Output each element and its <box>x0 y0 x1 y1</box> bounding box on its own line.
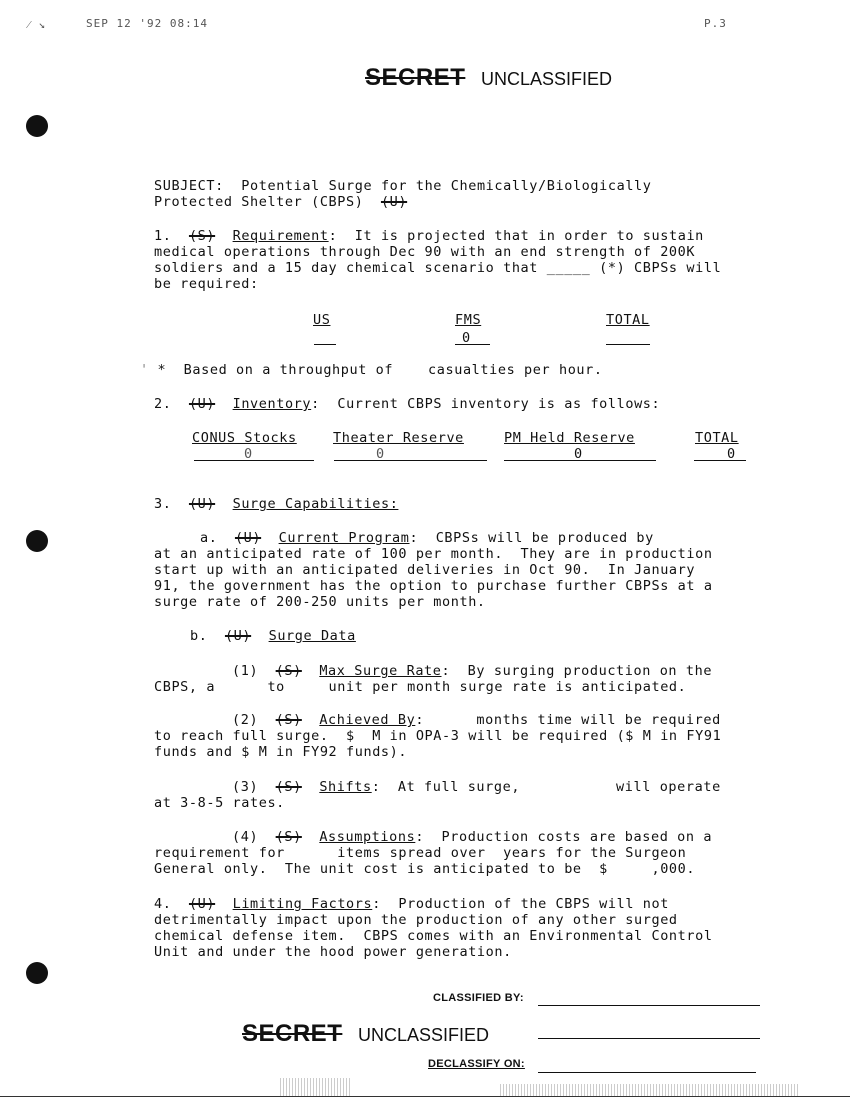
item1-heading: Max Surge Rate <box>319 663 442 679</box>
scan-noise-left <box>280 1078 350 1096</box>
para3a-line-5: surge rate of 200-250 units per month. <box>154 594 486 610</box>
fax-arrow: ⁄ ↘ <box>28 18 47 31</box>
item2-heading: Achieved By <box>319 712 416 728</box>
para3a-text-1: : CBPSs will be produced by <box>409 530 654 546</box>
table2-header-theater: Theater Reserve <box>333 430 464 446</box>
para3b-mark: (U) <box>224 628 252 644</box>
table2-value-total: 0 <box>727 446 736 462</box>
para3-line <box>154 496 398 512</box>
para1-line-2: medical operations through Dec 90 with an end strength of 200K <box>154 244 696 260</box>
item4-line-1 <box>232 829 712 845</box>
table2-header-conus: CONUS Stocks <box>192 430 297 446</box>
bottom-unclassified-marking: UNCLASSIFIED <box>358 1025 490 1045</box>
item2-line-3: funds and $ M in FY92 funds). <box>154 744 408 760</box>
table1-rule-total <box>606 344 650 345</box>
item1-mark: (S) <box>275 663 302 679</box>
item2-mark: (S) <box>275 712 302 728</box>
table1-header-fms: FMS <box>455 312 482 328</box>
punch-hole-top <box>26 115 48 137</box>
item1-number: (1) <box>232 663 259 679</box>
para2-line <box>154 396 660 412</box>
scan-noise-right <box>500 1084 800 1096</box>
item1-line-1 <box>232 663 712 679</box>
para1-text-1: : It is projected that in order to sustain <box>328 228 704 244</box>
para3a-number: a. <box>200 530 218 546</box>
para1-line-4: be required: <box>154 276 259 292</box>
item3-line-1 <box>232 779 721 795</box>
bottom-classification-marking <box>242 1020 489 1048</box>
item4-text-1: : Production costs are based on a <box>415 829 713 845</box>
top-classification-marking <box>365 64 612 92</box>
secret-marking: SECRET <box>365 64 466 91</box>
item2-number: (2) <box>232 712 259 728</box>
punch-hole-middle <box>26 530 48 552</box>
para2-text: : Current CBPS inventory is as follows: <box>311 396 661 412</box>
footnote-text: Based on a throughput of casualties per hour. <box>183 362 603 378</box>
footnote-mark: * <box>157 362 167 378</box>
classified-by-label: CLASSIFIED BY: <box>433 992 524 1004</box>
para1-line-3: soldiers and a 15 day chemical scenario that _____ (*) CBPSs will <box>154 260 722 276</box>
para2-mark: (U) <box>188 396 216 412</box>
para4-line-2: detrimentally impact upon the production of any other surged <box>154 912 678 928</box>
table1-value-fms: 0 <box>462 330 471 346</box>
para3-number: 3. <box>154 496 172 512</box>
table2-header-total: TOTAL <box>695 430 739 446</box>
item3-text-1: : At full surge, will operate <box>371 779 721 795</box>
table1-rule-us <box>314 344 336 345</box>
item2-line-2: to reach full surge. $ M in OPA-3 will be required ($ M in FY91 <box>154 728 722 744</box>
para4-text-1: : Production of the CBPS will not <box>372 896 669 912</box>
para3b-heading: Surge Data <box>268 628 356 644</box>
table2-rule-theater <box>334 460 487 461</box>
item2-line-1 <box>232 712 721 728</box>
para4-mark: (U) <box>188 896 216 912</box>
item2-text-1: : months time will be required <box>415 712 721 728</box>
table1-header-us: US <box>313 312 331 328</box>
table2-header-pm: PM Held Reserve <box>504 430 635 446</box>
unclassified-marking: UNCLASSIFIED <box>481 69 613 89</box>
para3b-line <box>190 628 356 644</box>
para2-heading: Inventory <box>232 396 312 412</box>
para4-line-1 <box>154 896 669 912</box>
classified-by-line <box>538 1005 760 1006</box>
table2-rule-total <box>694 460 746 461</box>
item4-number: (4) <box>232 829 259 845</box>
fax-timestamp: SEP 12 '92 08:14 <box>86 17 208 30</box>
item3-mark: (S) <box>275 779 302 795</box>
subject-classification-mark: (U) <box>380 194 408 210</box>
subject-label: SUBJECT: <box>154 178 224 194</box>
table1-header-total: TOTAL <box>606 312 650 328</box>
para3a-line-4: 91, the government has the option to purchase further CBPSs at a <box>154 578 713 594</box>
para3-heading: Surge Capabilities: <box>232 496 399 512</box>
subject-line-2 <box>154 194 407 210</box>
subject-text-1: Potential Surge for the Chemically/Biologically <box>241 178 652 194</box>
para3a-line-3: start up with an anticipated deliveries in Oct 90. In January <box>154 562 696 578</box>
para4-line-3: chemical defense item. CBPS comes with an Environmental Control <box>154 928 713 944</box>
item4-mark: (S) <box>275 829 302 845</box>
table2-value-pm: 0 <box>574 446 583 462</box>
para1-heading: Requirement <box>232 228 329 244</box>
para3-mark: (U) <box>188 496 216 512</box>
para3a-line-1 <box>200 530 654 546</box>
para4-line-4: Unit and under the hood power generation. <box>154 944 512 960</box>
para1-line-1 <box>154 228 704 244</box>
item3-heading: Shifts <box>319 779 372 795</box>
subject-line-1 <box>154 178 652 194</box>
declassify-on-line <box>538 1072 756 1073</box>
para2-number: 2. <box>154 396 172 412</box>
fax-page-number: P.3 <box>704 17 727 30</box>
para4-number: 4. <box>154 896 172 912</box>
para1-number: 1. <box>154 228 172 244</box>
punch-hole-bottom <box>26 962 48 984</box>
classification-middle-line <box>538 1038 760 1039</box>
subject-text-2: Protected Shelter (CBPS) <box>154 194 364 210</box>
para3a-heading: Current Program <box>278 530 410 546</box>
table2-rule-conus <box>194 460 314 461</box>
para1-mark: (S) <box>188 228 216 244</box>
para3a-mark: (U) <box>234 530 262 546</box>
bottom-secret-marking: SECRET <box>242 1020 343 1047</box>
para3b-number: b. <box>190 628 208 644</box>
item3-line-2: at 3-8-5 rates. <box>154 795 285 811</box>
item4-line-2: requirement for items spread over years for the Surgeon <box>154 845 687 861</box>
item4-line-3: General only. The unit cost is anticipated to be $ ,000. <box>154 861 696 877</box>
item1-line-2: CBPS, a to unit per month surge rate is anticipated. <box>154 679 687 695</box>
table2-value-theater: 0 <box>376 446 385 462</box>
item3-number: (3) <box>232 779 259 795</box>
table2-rule-pm <box>504 460 656 461</box>
table1-rule-fms <box>455 344 490 345</box>
page-bottom-edge <box>0 1096 850 1097</box>
item4-heading: Assumptions <box>319 829 416 845</box>
declassify-on-label: DECLASSIFY ON: <box>428 1058 525 1070</box>
footnote: ' * Based on a throughput of casualties per hour. <box>140 362 603 378</box>
para3a-line-2: at an anticipated rate of 100 per month. They are in production <box>154 546 713 562</box>
item1-text-1: : By surging production on the <box>441 663 713 679</box>
table2-value-conus: 0 <box>244 446 253 462</box>
para4-heading: Limiting Factors <box>232 896 373 912</box>
